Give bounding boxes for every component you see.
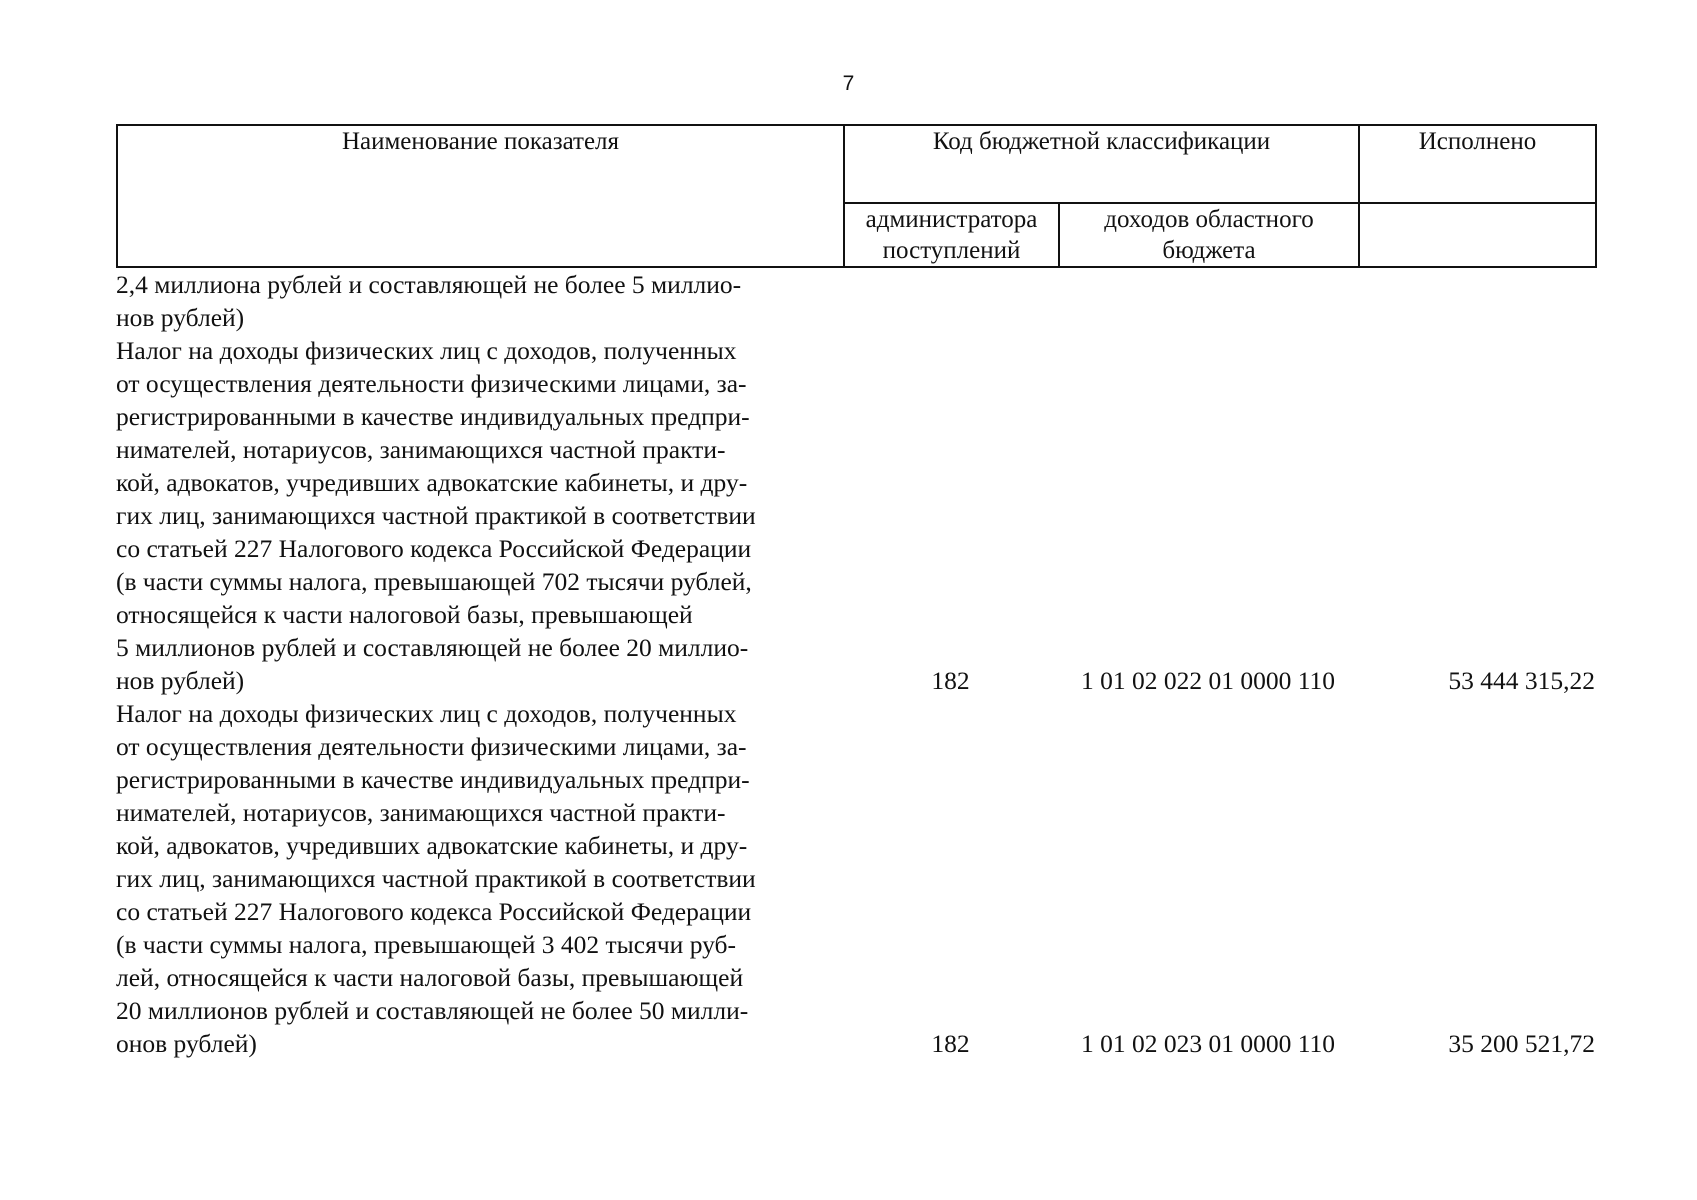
budget-table	[116, 124, 1595, 1060]
header-executed-empty	[1359, 203, 1596, 267]
table-row	[116, 334, 1595, 697]
table-body	[116, 268, 1595, 1060]
header-income-code: доходов областного бюджета	[1059, 203, 1359, 267]
header-executed: Исполнено	[1359, 125, 1596, 203]
administrator-code: 182	[931, 666, 970, 695]
header-administrator: администратора поступлений	[844, 203, 1059, 267]
header-indicator-name: Наименование показателя	[117, 125, 844, 267]
table-header	[116, 124, 1597, 268]
table-row	[116, 697, 1595, 1060]
indicator-name: 2,4 миллиона рублей и составляющей не более 5 миллио- нов рублей)	[116, 270, 742, 332]
page-number: 7	[842, 72, 855, 95]
income-code: 1 01 02 023 01 0000 110	[1080, 1029, 1336, 1058]
executed-amount: 35 200 521,72	[1448, 1029, 1595, 1058]
executed-amount: 53 444 315,22	[1448, 666, 1595, 695]
income-code: 1 01 02 022 01 0000 110	[1080, 666, 1336, 695]
indicator-name: Налог на доходы физических лиц с доходов, полученных от осуществления деятельности физическими лицами, за- регистрированными в качестве индивидуальных предпри- нимателей, нотариусов, занимающихся частной практи- кой, адвокатов, учредивших адвокатские кабинеты, и дру- гих лиц, занимающихся частной практикой в соответствии со статьей 227 Налогового кодекса Российской Федерации (в части суммы налога, превышающей 702 тысячи рублей, относящейся к части налоговой базы, превышающей 5 миллионов рублей и составляющей не более 20 миллио- нов рублей)	[116, 336, 756, 695]
indicator-name: Налог на доходы физических лиц с доходов, полученных от осуществления деятельности физическими лицами, за- регистрированными в качестве индивидуальных предпри- нимателей, нотариусов, занимающихся частной практи- кой, адвокатов, учредивших адвокатские кабинеты, и дру- гих лиц, занимающихся частной практикой в соответствии со статьей 227 Налогового кодекса Российской Федерации (в части суммы налога, превышающей 3 402 тысячи руб- лей, относящейся к части налоговой базы, превышающей 20 миллионов рублей и составляющей не более 50 милли- онов рублей)	[116, 699, 756, 1058]
table-row	[116, 268, 1595, 334]
header-budget-code: Код бюджетной классификации	[844, 125, 1359, 203]
administrator-code: 182	[931, 1029, 970, 1058]
